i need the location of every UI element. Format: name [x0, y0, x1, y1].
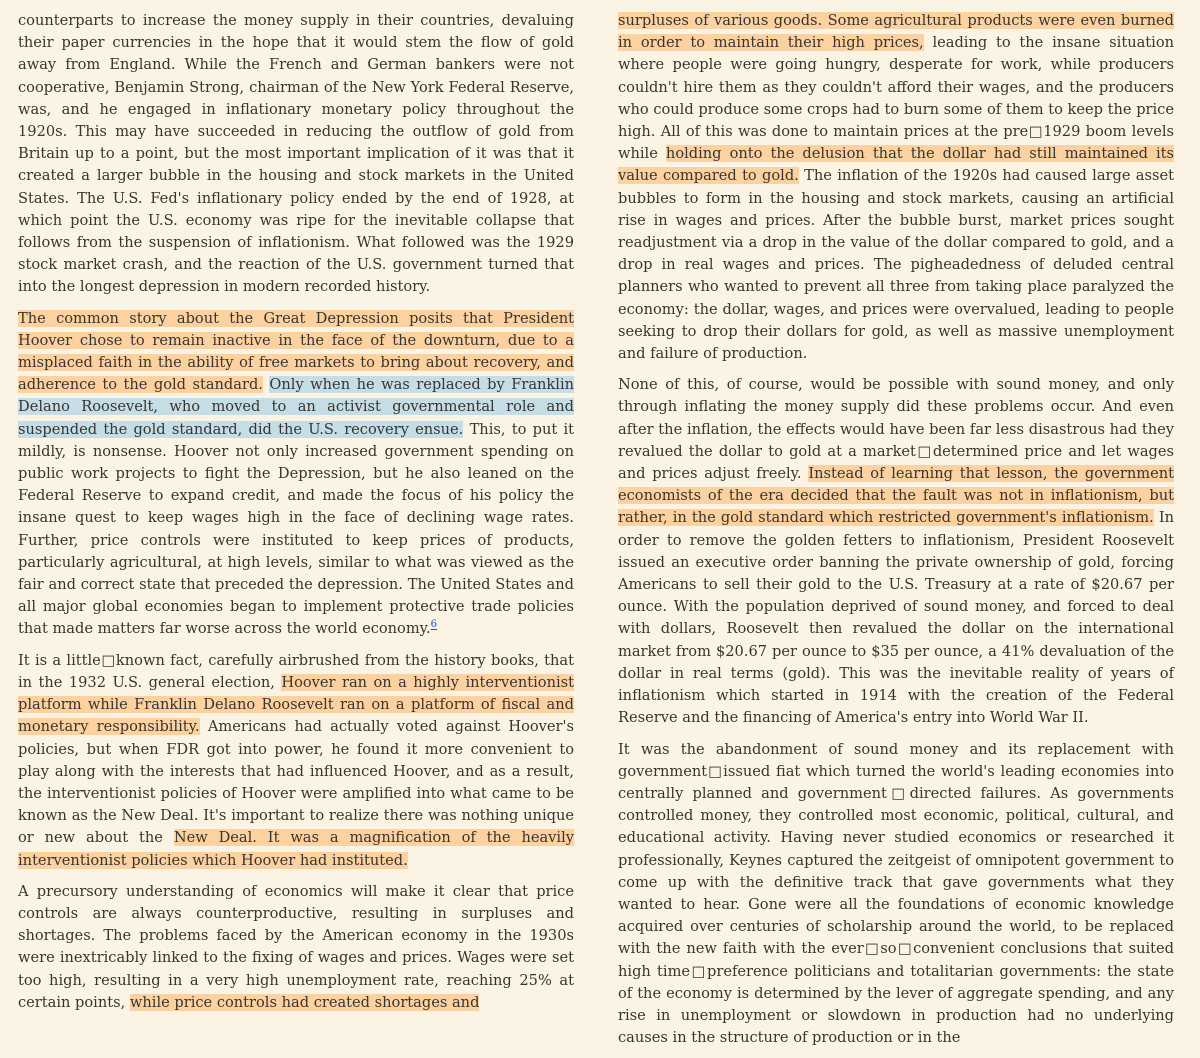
- paragraph: [18, 650, 574, 872]
- footnote-link[interactable]: 6: [430, 619, 438, 631]
- highlight-orange[interactable]: surpluses of various goods. Some agricultural products were even burned in order to maintain their high prices,: [618, 12, 1174, 52]
- paragraph-text: It was the abandonment of sound money and its replacement with government□issued fiat which turned the world's leading economies into centrally planned and government□directed failures. As governments controlled money, they controlled most economic, political, cultural, and educational activity. Having never studied economics or researched it professionally, Keynes captured the zeitgeist of omnipotent government to come up with the definitive track that gave governments what they wanted to hear. Gone were all the foundations of economic knowledge acquired over centuries of scholarship around the world, to be replaced with the new faith with the ever□so□convenient conclusions that suited high time□preference politicians and totalitarian governments: the state of the economy is determined by the lever of aggregate spending, and any rise in unemployment or slowdown in production had no underlying causes in the structure of production or in the: [618, 740, 1174, 1047]
- paragraph: [618, 10, 1174, 365]
- paragraph: [618, 739, 1174, 1050]
- paragraph-text: counterparts to increase the money supply in their countries, devaluing their paper currencies in the hope that it would stem the flow of gold away from England. While the French and German bankers were not cooperative, Benjamin Strong, chairman of the New York Federal Reserve, was, and he engaged in inflationary monetary policy throughout the 1920s. This may have succeeded in reducing the outflow of gold from Britain up to a point, but the most important implication of it was that it created a larger bubble in the housing and stock markets in the United States. The U.S. Fed's inflationary policy ended by the end of 1928, at which point the U.S. economy was ripe for the inevitable collapse that follows from the suspension of inflationism. What followed was the 1929 stock market crash, and the reaction of the U.S. government turned that into the longest depression in modern recorded history.: [18, 12, 574, 296]
- paragraph: [18, 308, 574, 641]
- highlight-orange[interactable]: Hoover ran on a highly interventionist platform while Franklin Delano Roosevelt ran on a platform of fiscal and monetary responsibility.: [18, 673, 575, 736]
- highlight-orange[interactable]: New Deal. It was a magnification of the heavily interventionist policies which Hoover had instituted.: [18, 829, 575, 869]
- paragraph-text: This, to put it mildly, is nonsense. Hoover not only increased government spending on public work projects to fight the Depression, but he also leaned on the Federal Reserve to expand credit, and made the focus of his policy the insane quest to keep wages high in the face of declining wage rates. Further, price controls were instituted to keep prices of products, particularly agricultural, at high levels, similar to what was viewed as the fair and correct state that preceded the depression. The United States and all major global economies began to implement protective trade policies that made matters far worse across the world economy.: [18, 420, 574, 638]
- paragraph-text: A precursory understanding of economics will make it clear that price controls are always counterproductive, resulting in surpluses and shortages. The problems faced by the American economy in the 1930s were inextricably linked to the fixing of wages and prices. Wages were set too high, resulting in a very high unemployment rate, reaching 25% at certain points,: [18, 882, 574, 1011]
- paragraph-text: The inflation of the 1920s had caused large asset bubbles to form in the housing and stock markets, causing an artificial rise in wages and prices. After the bubble burst, market prices sought readjustment via a drop in the value of the dollar compared to gold, and a drop in real wages and prices. The pigheadedness of deluded central planners who wanted to prevent all three from taking place paralyzed the economy: the dollar, wages, and prices were overvalued, leading to people seeking to drop their dollars for gold, as well as massive unemployment and failure of production.: [618, 167, 1174, 363]
- highlight-blue[interactable]: Only when he was replaced by Franklin Delano Roosevelt, who moved to an activist governmental role and suspended the gold standard, did the U.S. recovery ensue.: [18, 376, 575, 438]
- paragraph-text: In order to remove the golden fetters to inflationism, President Roosevelt issued an executive order banning the private ownership of gold, forcing Americans to sell their gold to the U.S. Treasury at a rate of $20.67 per ounce. With the population deprived of sound money, and forced to deal with dollars, Roosevelt then revalued the dollar on the international market from $20.67 per ounce to $35 per ounce, a 41% devaluation of the dollar in real terms (gold). This was the inevitable reality of years of inflationism which started in 1914 with the creation of the Federal Reserve and the financing of America's entry into World War II.: [618, 509, 1174, 727]
- paragraph: [18, 10, 574, 299]
- paragraph: [18, 881, 574, 1014]
- paragraph-text: None of this, of course, would be possible with sound money, and only through inflating the money supply did these problems occur. And even after the inflation, the effects would have been far less disastrous had they revalued the dollar to gold at a market□determined price and let wages and prices adjust freely.: [618, 376, 1174, 483]
- right-column: [618, 10, 1174, 1058]
- highlight-orange[interactable]: holding onto the delusion that the dollar had still maintained its value compared to gold.: [618, 145, 1174, 185]
- paragraph: [618, 374, 1174, 729]
- paragraph-text: Americans had actually voted against Hoover's policies, but when FDR got into power, he found it more convenient to play along with the interests that had influenced Hoover, and as a result, the interventionist policies of Hoover were amplified into what came to be known as the New Deal. It's important to realize there was nothing unique or new about the: [18, 718, 574, 847]
- paragraph-text: It is a little□known fact, carefully airbrushed from the history books, that in the 1932 U.S. general election,: [18, 651, 574, 691]
- highlight-orange[interactable]: The common story about the Great Depression posits that President Hoover chose to remain inactive in the face of the downturn, due to a misplaced faith in the ability of free markets to bring about recovery, and adherence to the gold standard.: [18, 309, 574, 394]
- highlight-orange[interactable]: while price controls had created shortages and: [129, 993, 480, 1011]
- paragraph-text: leading to the insane situation where people were going hungry, desperate for work, while producers couldn't hire them as they couldn't afford their wages, and the producers who could produce some crops had to burn some of them to keep the price high. All of this was done to maintain prices at the pre□1929 boom levels while: [618, 34, 1175, 163]
- left-column: [18, 10, 574, 1023]
- highlight-orange[interactable]: Instead of learning that lesson, the government economists of the era decided that the fault was not in inflationism, but rather, in the gold standard which restricted government's inflationism.: [618, 465, 1175, 527]
